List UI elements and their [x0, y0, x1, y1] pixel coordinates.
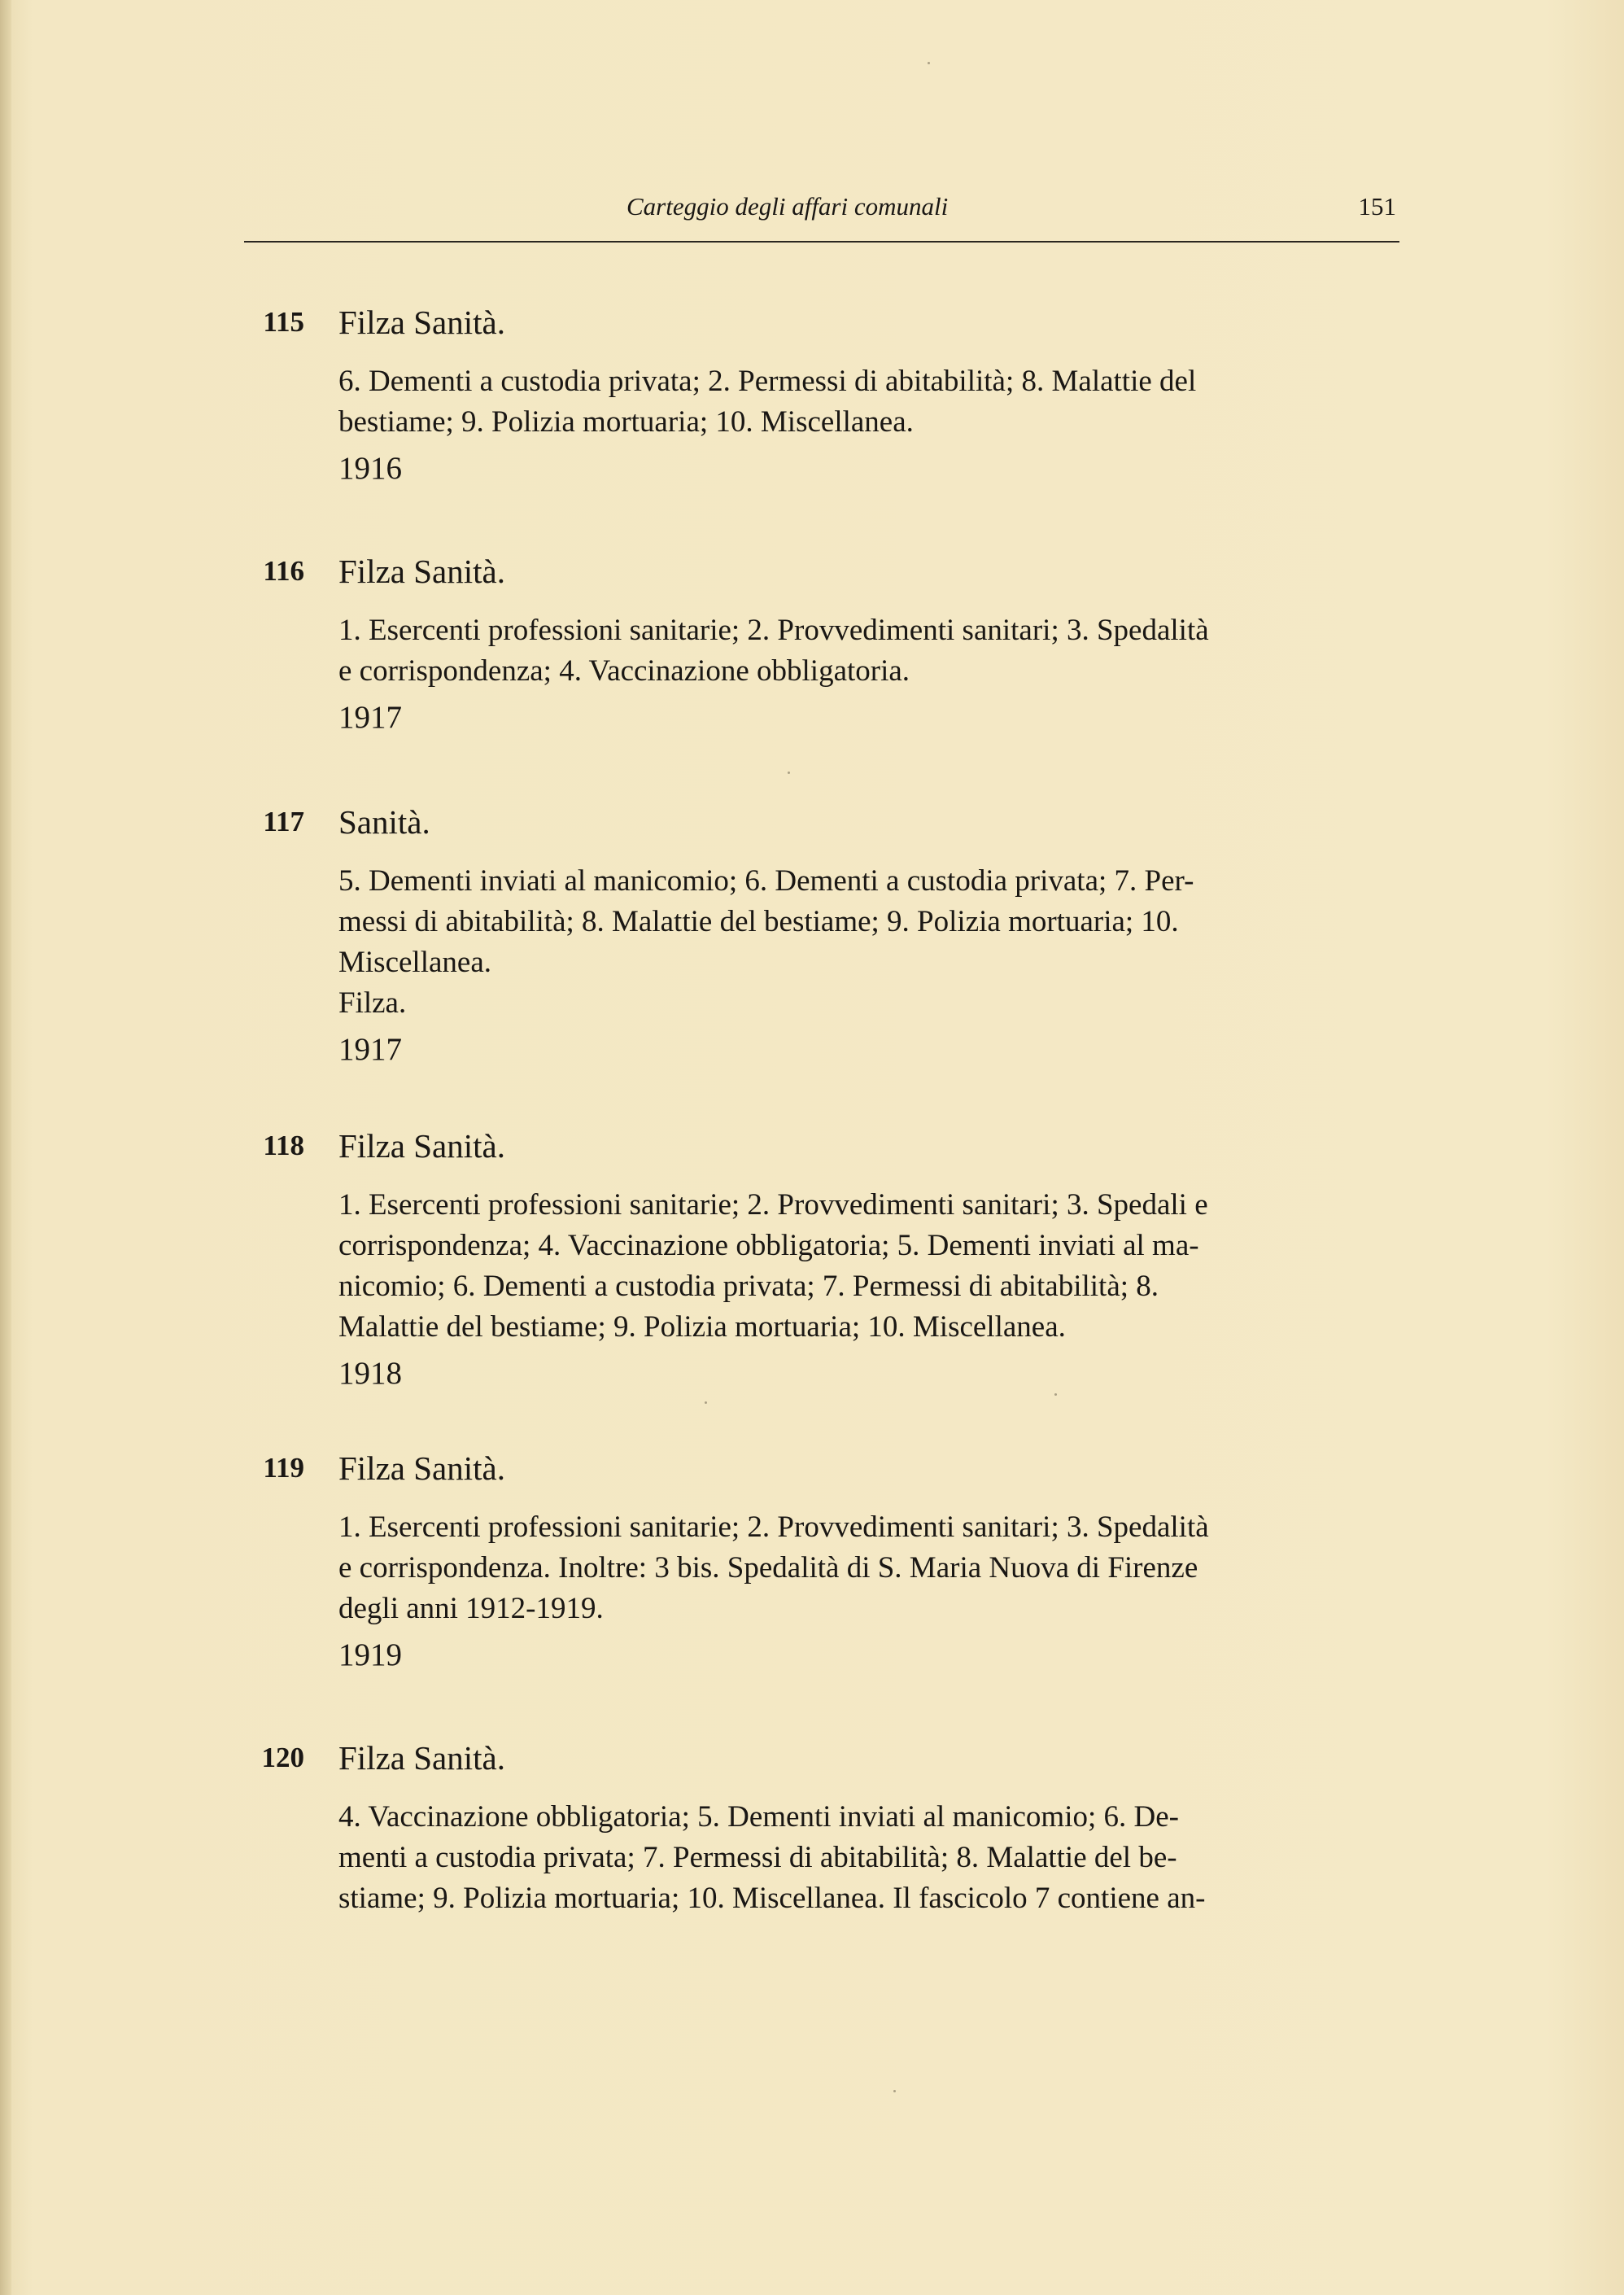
entry-title: Filza Sanità.: [338, 553, 505, 590]
entry-description: [338, 861, 1399, 1071]
entry-number: 120: [261, 1742, 304, 1773]
paper-speck: [928, 62, 930, 64]
entry-number: 116: [263, 555, 304, 587]
description-line: menti a custodia privata; 7. Permessi di abitabilità; 8. Malattie del be-: [338, 1841, 1177, 1874]
entry-number: 118: [263, 1130, 304, 1161]
description-line: 4. Vaccinazione obbligatoria; 5. Dementi inviati al manicomio; 6. De-: [338, 1800, 1179, 1834]
entry-date: 1919: [338, 1637, 402, 1672]
description-line: e corrispondenza; 4. Vaccinazione obbligatoria.: [338, 654, 910, 688]
running-title: Carteggio degli affari comunali: [626, 192, 949, 221]
entry-description: [338, 1797, 1399, 1919]
running-header: [244, 189, 1399, 243]
entry-date: 1916: [338, 451, 402, 486]
entry-description: [338, 1507, 1399, 1676]
description-line: 1. Esercenti professioni sanitarie; 2. Provvedimenti sanitari; 3. Spedalità: [338, 614, 1209, 647]
description-extra: Filza.: [338, 986, 407, 1020]
entry-title: Filza Sanità.: [338, 1449, 505, 1487]
description-line: Malattie del bestiame; 9. Polizia mortuaria; 10. Miscellanea.: [338, 1310, 1066, 1344]
entry-title: Filza Sanità.: [338, 1127, 505, 1165]
entry-number: 119: [263, 1452, 304, 1484]
paper-speck: [705, 1401, 707, 1404]
paper-edge: [0, 0, 11, 2295]
page-number: 151: [1358, 192, 1396, 221]
description-line: 1. Esercenti professioni sanitarie; 2. Provvedimenti sanitari; 3. Spedalità: [338, 1510, 1209, 1544]
entry-number: 117: [263, 806, 304, 837]
description-line: stiame; 9. Polizia mortuaria; 10. Miscellanea. Il fascicolo 7 contiene an-: [338, 1882, 1206, 1915]
description-line: 1. Esercenti professioni sanitarie; 2. Provvedimenti sanitari; 3. Spedali e: [338, 1188, 1208, 1222]
description-line: degli anni 1912-1919.: [338, 1592, 604, 1625]
entry-date: 1917: [338, 1032, 402, 1067]
description-line: 6. Dementi a custodia privata; 2. Permessi di abitabilità; 8. Malattie del: [338, 365, 1197, 398]
entry-title: Filza Sanità.: [338, 304, 505, 341]
entry-title: Filza Sanità.: [338, 1739, 505, 1777]
description-line: corrispondenza; 4. Vaccinazione obbligatoria; 5. Dementi inviati al ma-: [338, 1229, 1199, 1262]
description-line: nicomio; 6. Dementi a custodia privata; 7. Permessi di abitabilità; 8.: [338, 1270, 1159, 1303]
paper-speck: [788, 772, 790, 774]
entry-date: 1918: [338, 1356, 402, 1391]
description-line: 5. Dementi inviati al manicomio; 6. Dementi a custodia privata; 7. Per-: [338, 864, 1194, 898]
entry-title: Sanità.: [338, 803, 430, 841]
entry-description: [338, 361, 1399, 490]
description-line: e corrispondenza. Inoltre: 3 bis. Spedalità di S. Maria Nuova di Firenze: [338, 1551, 1198, 1585]
entry-description: [338, 1185, 1399, 1395]
paper-speck: [893, 2090, 896, 2092]
description-line: Miscellanea.: [338, 946, 491, 979]
entry-date: 1917: [338, 700, 402, 735]
entry-description: [338, 610, 1399, 739]
entry-number: 115: [263, 306, 304, 338]
paper-speck: [1054, 1393, 1057, 1396]
description-line: bestiame; 9. Polizia mortuaria; 10. Miscellanea.: [338, 405, 914, 439]
description-line: messi di abitabilità; 8. Malattie del bestiame; 9. Polizia mortuaria; 10.: [338, 905, 1179, 938]
